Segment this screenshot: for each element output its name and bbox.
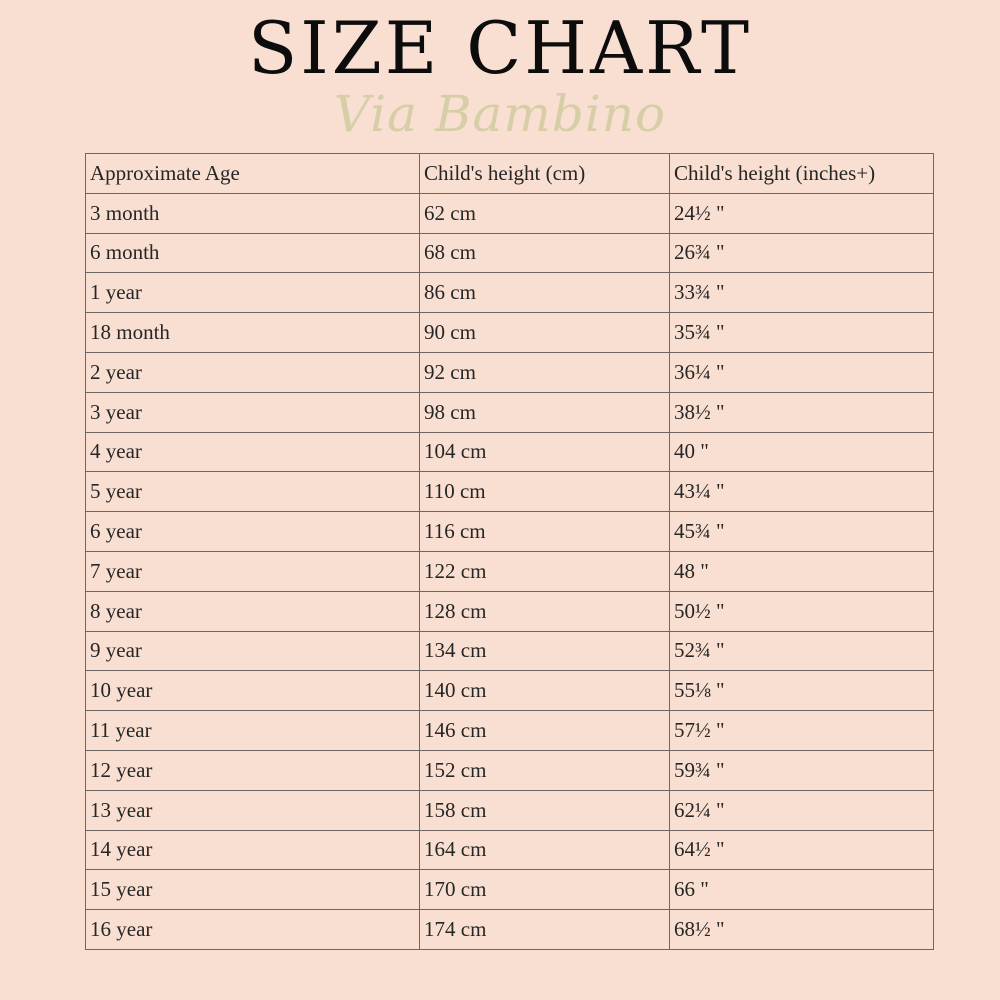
height-cm-cell: 152 cm: [420, 750, 670, 790]
age-cell: 5 year: [86, 472, 420, 512]
height-inches-cell: 33¾ ": [670, 273, 934, 313]
table-row: [86, 432, 934, 472]
height-cm-cell: 170 cm: [420, 870, 670, 910]
table-row: [86, 233, 934, 273]
table-row: [86, 392, 934, 432]
age-cell: 6 year: [86, 512, 420, 552]
height-cm-cell: 62 cm: [420, 193, 670, 233]
age-cell: 6 month: [86, 233, 420, 273]
height-cm-cell: 68 cm: [420, 233, 670, 273]
table-row: [86, 352, 934, 392]
height-inches-cell: 35¾ ": [670, 313, 934, 353]
header-height-cm: Child's height (cm): [420, 154, 670, 194]
age-cell: 12 year: [86, 750, 420, 790]
height-cm-cell: 90 cm: [420, 313, 670, 353]
table-row: [86, 910, 934, 950]
table-row: [86, 551, 934, 591]
age-cell: 1 year: [86, 273, 420, 313]
table-row: [86, 193, 934, 233]
table-body: [86, 193, 934, 949]
age-cell: 15 year: [86, 870, 420, 910]
height-inches-cell: 57½ ": [670, 711, 934, 751]
height-cm-cell: 98 cm: [420, 392, 670, 432]
height-inches-cell: 50½ ": [670, 591, 934, 631]
height-inches-cell: 26¾ ": [670, 233, 934, 273]
height-inches-cell: 68½ ": [670, 910, 934, 950]
age-cell: 10 year: [86, 671, 420, 711]
height-cm-cell: 174 cm: [420, 910, 670, 950]
height-inches-cell: 59¾ ": [670, 750, 934, 790]
height-cm-cell: 128 cm: [420, 591, 670, 631]
table-row: [86, 870, 934, 910]
header-height-inches: Child's height (inches+): [670, 154, 934, 194]
age-cell: 18 month: [86, 313, 420, 353]
height-inches-cell: 55⅛ ": [670, 671, 934, 711]
age-cell: 3 year: [86, 392, 420, 432]
table-row: [86, 273, 934, 313]
height-cm-cell: 164 cm: [420, 830, 670, 870]
height-cm-cell: 104 cm: [420, 432, 670, 472]
table-row: [86, 750, 934, 790]
table-row: [86, 790, 934, 830]
age-cell: 13 year: [86, 790, 420, 830]
age-cell: 4 year: [86, 432, 420, 472]
table-row: [86, 313, 934, 353]
height-cm-cell: 116 cm: [420, 512, 670, 552]
height-inches-cell: 40 ": [670, 432, 934, 472]
height-inches-cell: 64½ ": [670, 830, 934, 870]
age-cell: 2 year: [86, 352, 420, 392]
table-row: [86, 830, 934, 870]
height-inches-cell: 24½ ": [670, 193, 934, 233]
age-cell: 16 year: [86, 910, 420, 950]
height-cm-cell: 92 cm: [420, 352, 670, 392]
table-header-row: [86, 154, 934, 194]
height-inches-cell: 48 ": [670, 551, 934, 591]
table-row: [86, 631, 934, 671]
age-cell: 14 year: [86, 830, 420, 870]
table-row: [86, 591, 934, 631]
table-row: [86, 671, 934, 711]
height-inches-cell: 52¾ ": [670, 631, 934, 671]
height-cm-cell: 110 cm: [420, 472, 670, 512]
age-cell: 7 year: [86, 551, 420, 591]
height-inches-cell: 38½ ": [670, 392, 934, 432]
height-inches-cell: 66 ": [670, 870, 934, 910]
height-inches-cell: 45¾ ": [670, 512, 934, 552]
table-row: [86, 711, 934, 751]
age-cell: 9 year: [86, 631, 420, 671]
size-table: [85, 153, 934, 950]
height-inches-cell: 43¼ ": [670, 472, 934, 512]
brand-logo-text: Via Bambino: [333, 85, 667, 143]
height-cm-cell: 86 cm: [420, 273, 670, 313]
age-cell: 3 month: [86, 193, 420, 233]
height-cm-cell: 122 cm: [420, 551, 670, 591]
height-cm-cell: 134 cm: [420, 631, 670, 671]
table-row: [86, 512, 934, 552]
height-inches-cell: 62¼ ": [670, 790, 934, 830]
height-inches-cell: 36¼ ": [670, 352, 934, 392]
page-title: SIZE CHART: [247, 6, 753, 90]
height-cm-cell: 146 cm: [420, 711, 670, 751]
table-row: [86, 472, 934, 512]
age-cell: 8 year: [86, 591, 420, 631]
header-approximate-age: Approximate Age: [86, 154, 420, 194]
age-cell: 11 year: [86, 711, 420, 751]
height-cm-cell: 158 cm: [420, 790, 670, 830]
height-cm-cell: 140 cm: [420, 671, 670, 711]
